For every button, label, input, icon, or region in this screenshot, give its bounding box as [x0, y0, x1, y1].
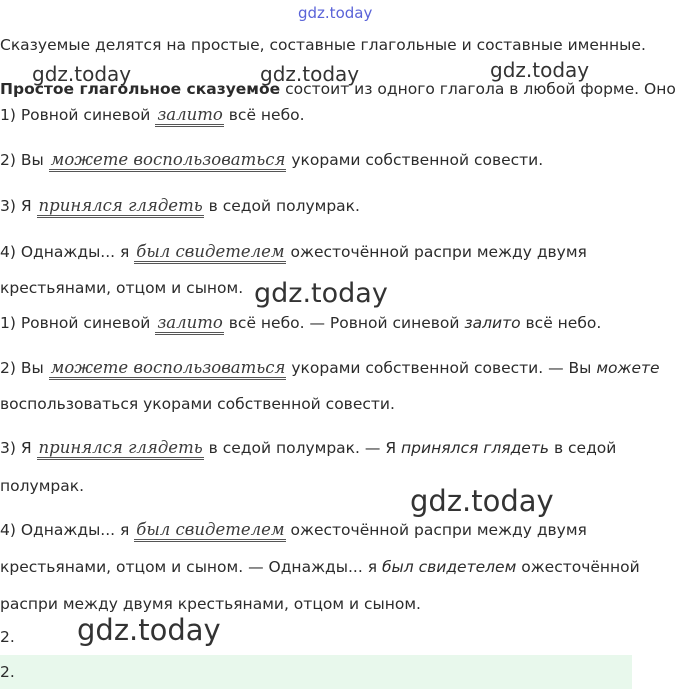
example-b-3-cont: полумрак. [0, 477, 85, 495]
example-a-4-cont: крестьянами, отцом и сыном. [0, 279, 244, 297]
predicate: принялся глядеть [37, 196, 204, 218]
predicate-italic: можете [596, 359, 660, 377]
definition-term: Простое глагольное сказуемое [0, 80, 281, 98]
definition-line [0, 79, 676, 99]
predicate: был свидетелем [134, 520, 285, 542]
highlighted-item-number: 2. [0, 663, 15, 681]
example-b-4: 4) Однажды... я был свидетелем ожесточённой распри между двумя [0, 520, 587, 540]
watermark-top: gdz.today [298, 4, 373, 22]
example-b-3: 3) Я принялся глядеть в седой полумрак. — Я принялся глядеть в седой [0, 438, 616, 458]
example-a-2: 2) Вы можете воспользоваться укорами собственной совести. [0, 150, 543, 170]
example-b-2-cont: воспользоваться укорами собственной совести. [0, 395, 395, 413]
example-b-1: 1) Ровной синевой залито всё небо. — Ровной синевой залито всё небо. [0, 313, 601, 333]
example-b-4-cont: крестьянами, отцом и сыном. — Однажды... я был свидетелем ожесточённой [0, 558, 640, 576]
highlighted-row[interactable] [0, 655, 632, 689]
predicate-italic: был свидетелем [381, 558, 517, 576]
predicate: принялся глядеть [37, 438, 204, 460]
predicate: залито [155, 105, 224, 127]
intro-text: Сказуемые делятся на простые, составные глагольные и составные именные. [0, 36, 646, 54]
example-a-1: 1) Ровной синевой залито всё небо. [0, 105, 305, 125]
predicate-italic: залито [464, 314, 521, 332]
footer-item-number: 2. [0, 628, 15, 646]
example-b-2: 2) Вы можете воспользоваться укорами собственной совести. — Вы можете [0, 358, 660, 378]
watermark: gdz.today [260, 62, 360, 86]
predicate: можете воспользоваться [49, 150, 287, 172]
example-b-4-cont2: распри между двумя крестьянами, отцом и сыном. [0, 595, 421, 613]
watermark: gdz.today [410, 484, 554, 518]
example-a-4: 4) Однажды... я был свидетелем ожесточённой распри между двумя [0, 242, 587, 262]
watermark: gdz.today [77, 613, 221, 647]
watermark: gdz.today [32, 62, 132, 86]
example-a-3: 3) Я принялся глядеть в седой полумрак. [0, 196, 360, 216]
watermark: gdz.today [490, 58, 590, 82]
definition-rest: состоит из одного глагола в любой форме. Оно [280, 80, 676, 98]
predicate: залито [155, 313, 224, 335]
predicate: был свидетелем [134, 242, 285, 264]
watermark: gdz.today [254, 278, 388, 309]
predicate: можете воспользоваться [49, 358, 287, 380]
predicate-italic: принялся глядеть [401, 439, 550, 457]
